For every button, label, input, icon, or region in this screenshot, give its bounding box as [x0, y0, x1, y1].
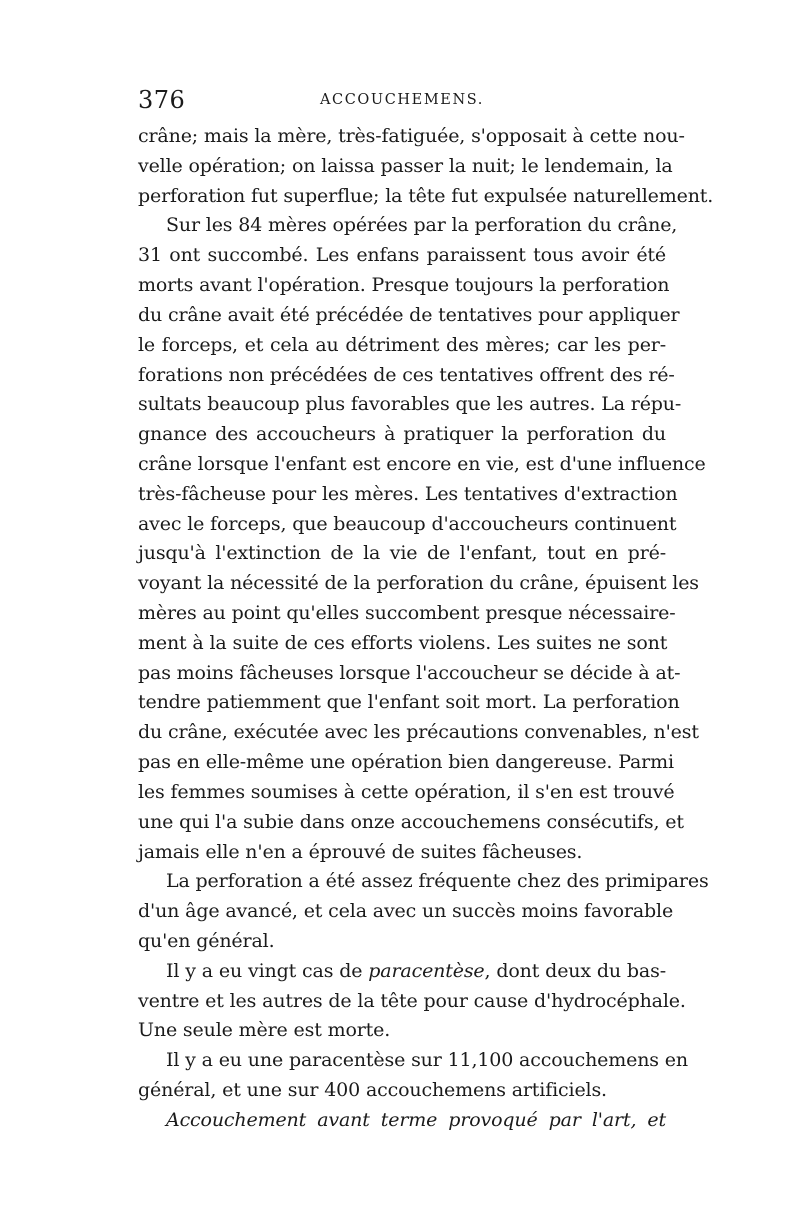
text-line: Il y a eu vingt cas de paracentèse, dont deux du bas- [166, 959, 666, 982]
text-line: pas moins fâcheuses lorsque l'accoucheur se décide à at- [138, 661, 681, 684]
text-line: d'un âge avancé, et cela avec un succès moins favorable [138, 900, 674, 923]
text-line: morts avant l'opération. Presque toujours la perforation [138, 274, 670, 297]
text-line: jamais elle n'en a éprouvé de suites fâcheuses. [138, 840, 583, 863]
text-line: crâne lorsque l'enfant est encore en vie, est d'une influence [138, 452, 706, 475]
text-line: Une seule mère est morte. [138, 1019, 391, 1042]
text-line: Il y a eu une paracentèse sur 11,100 accouchemens en [166, 1049, 688, 1072]
text-line: velle opération; on laissa passer la nuit; le lendemain, la [138, 154, 673, 177]
text-line: 31 ont succombé. Les enfans paraissent tous avoir été [138, 244, 666, 267]
text-line: Accouchement avant terme provoqué par l'art, et [166, 1108, 666, 1131]
text-line: pas en elle-même une opération bien dangereuse. Parmi [138, 751, 674, 774]
text-line: avec le forceps, que beaucoup d'accoucheurs continuent [138, 512, 677, 535]
text-line: voyant la nécessité de la perforation du crâne, épuisent les [138, 572, 699, 595]
text-line: Sur les 84 mères opérées par la perforation du crâne, [166, 214, 678, 237]
text-line: ment à la suite de ces efforts violens. Les suites ne sont [138, 631, 668, 654]
page-header [138, 86, 666, 120]
text-line: crâne; mais la mère, très-fatiguée, s'opposait à cette nou- [138, 125, 685, 147]
text-line: les femmes soumises à cette opération, il s'en est trouvé [138, 780, 675, 803]
text-line: très-fâcheuse pour les mères. Les tentatives d'extraction [138, 482, 678, 505]
italic-term: paracentèse [368, 959, 485, 982]
text-line: La perforation a été assez fréquente chez des primipares [166, 870, 709, 893]
running-head: ACCOUCHEMENS. [319, 92, 485, 108]
text-line: du crâne, exécutée avec les précautions convenables, n'est [138, 721, 699, 744]
text-line: gnance des accoucheurs à pratiquer la perforation du [138, 423, 666, 446]
text-line: du crâne avait été précédée de tentatives pour appliquer [138, 303, 680, 326]
text-line: une qui l'a subie dans onze accouchemens consécutifs, et [138, 810, 684, 833]
text-line: général, et une sur 400 accouchemens artificiels. [138, 1079, 607, 1101]
text-line: sultats beaucoup plus favorables que les autres. La répu- [138, 393, 682, 416]
page-number: 376 [138, 86, 186, 114]
text-line: perforation fut superflue; la tête fut expulsée naturellement. [138, 184, 714, 207]
text-line: tendre patiemment que l'enfant soit mort. La perforation [138, 691, 680, 714]
text-line: le forceps, et cela au détriment des mères; car les per- [138, 333, 666, 356]
body-text [138, 122, 714, 1136]
text-line: forations non précédées de ces tentatives offrent des ré- [138, 363, 675, 386]
text-line: ventre et les autres de la tête pour cause d'hydrocéphale. [138, 989, 686, 1012]
text-line: mères au point qu'elles succombent presque nécessaire- [138, 602, 676, 624]
text-line: qu'en général. [138, 929, 275, 952]
text-line: jusqu'à l'extinction de la vie de l'enfant, tout en pré- [138, 542, 666, 565]
